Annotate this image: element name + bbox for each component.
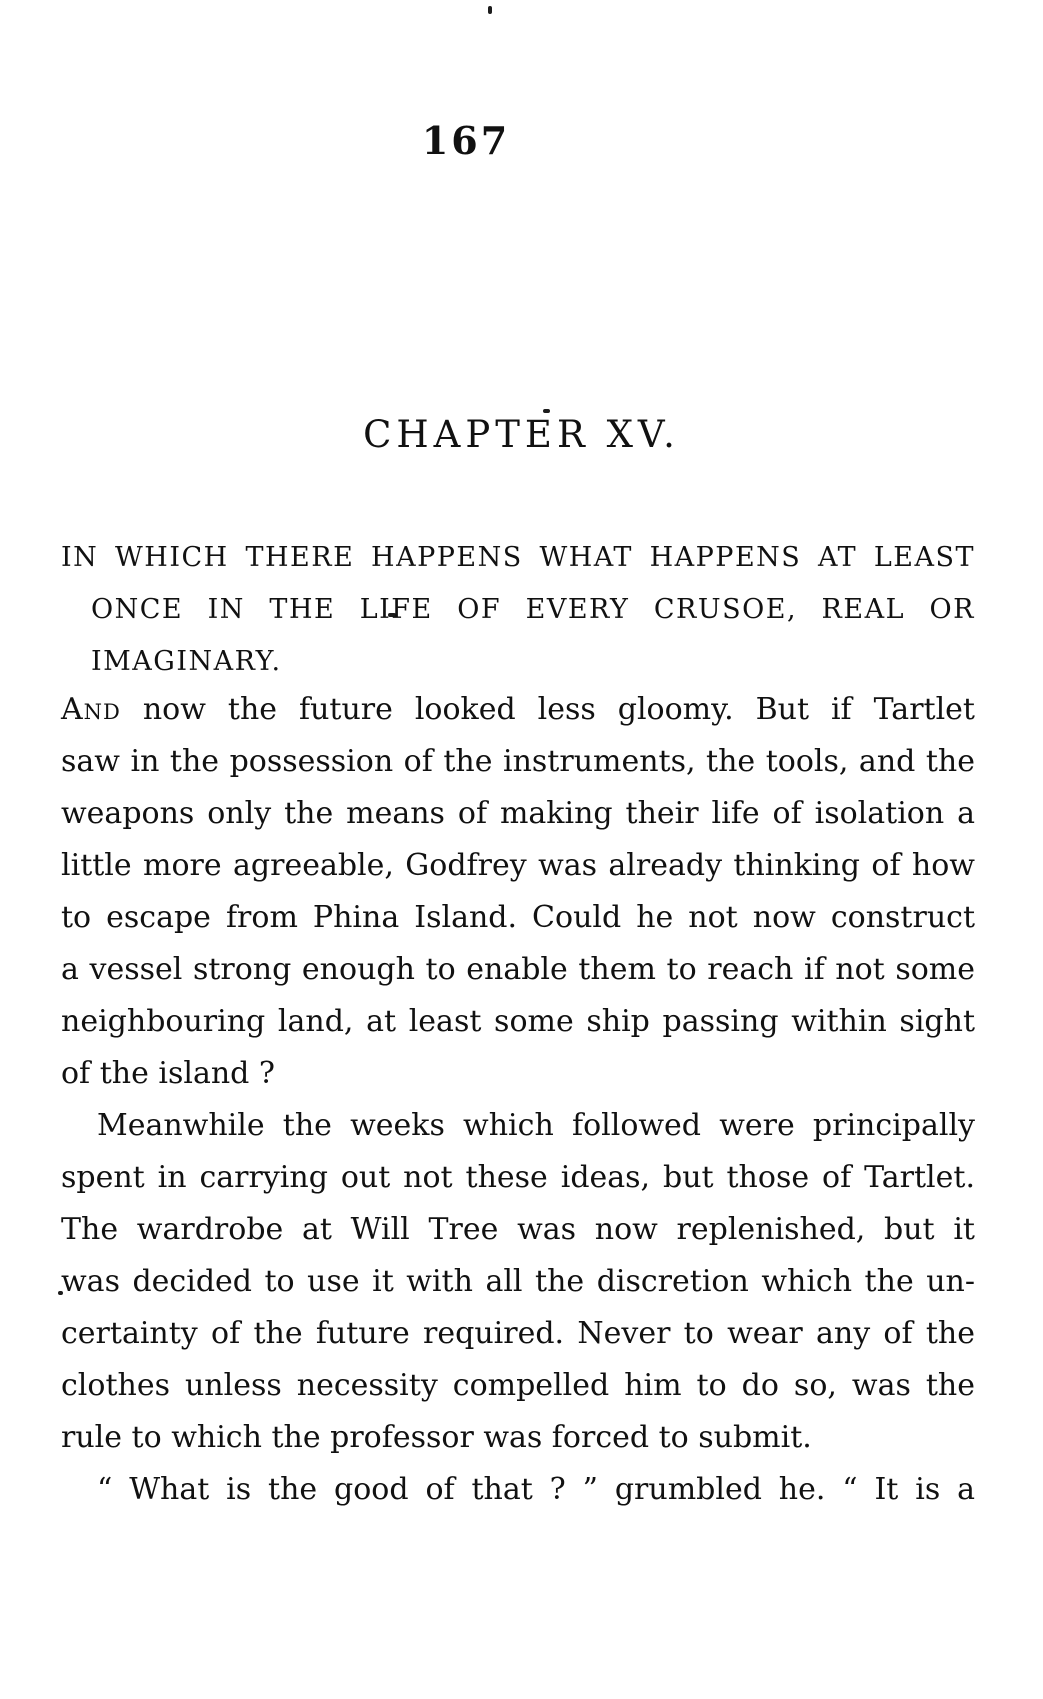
subtitle-line: IMAGINARY. [91,646,282,677]
body-line: The wardrobe at Will Tree was now replenished, but it [61,1212,975,1247]
lead-word: And [61,692,121,727]
body-line-text: now the future looked less gloomy. But if Tartlet [142,692,975,727]
body-line: was decided to use it with all the discretion which the un- [61,1264,975,1299]
body-line: certainty of the future required. Never to wear any of the [61,1316,975,1351]
body-line: “ What is the good of that ? ” grumbled he. “ It is a [97,1472,975,1507]
body-line: saw in the possession of the instruments, the tools, and the [61,744,975,779]
scan-speck [488,6,492,14]
chapter-heading: CHAPTER XV. [363,413,680,456]
body-line [61,684,975,736]
body-line: spent in carrying out not these ideas, but those of Tartlet. [61,1160,975,1195]
body-line: Meanwhile the weeks which followed were principally [97,1108,975,1143]
body-text [61,684,975,1516]
body-line: clothes unless necessity compelled him to do so, was the [61,1368,975,1403]
body-line: neighbouring land, at least some ship passing within sight [61,1004,975,1039]
chapter-subtitle [61,532,975,688]
body-line: rule to which the professor was forced to submit. [61,1420,812,1455]
body-line: of the island ? [61,1056,275,1091]
body-line: weapons only the means of making their life of isolation a [61,796,975,831]
body-line: a vessel strong enough to enable them to reach if not some [61,952,975,987]
body-line: little more agreeable, Godfrey was already thinking of how [61,848,975,883]
subtitle-line: ONCE IN THE LIFE OF EVERY CRUSOE, REAL OR [91,594,975,625]
subtitle-line: IN WHICH THERE HAPPENS WHAT HAPPENS AT LEAST [61,542,975,573]
page-number: 167 [421,118,511,163]
body-line: to escape from Phina Island. Could he not now construct [61,900,975,935]
